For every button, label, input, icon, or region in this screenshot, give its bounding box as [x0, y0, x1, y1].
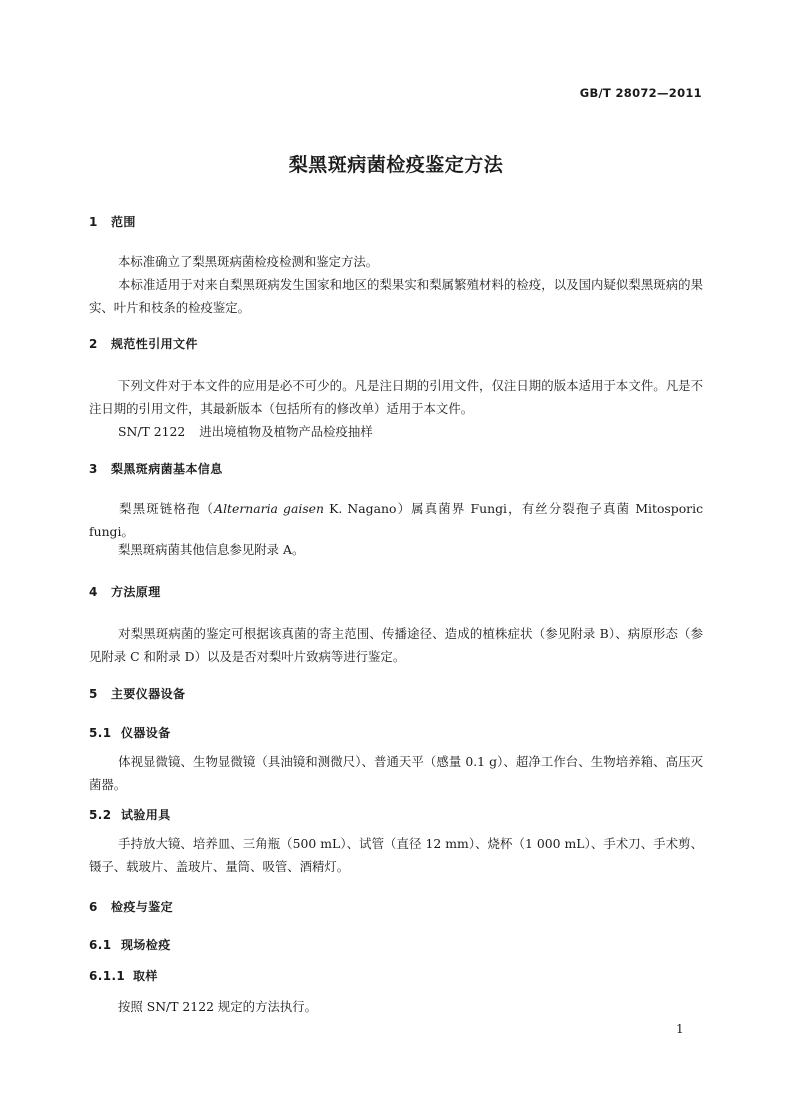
section-heading-3	[89, 460, 223, 477]
paragraph-instruments	[89, 750, 703, 796]
latin-name: Alternaria gaisen	[214, 501, 324, 516]
paragraph-principle	[89, 622, 703, 668]
subsection-heading-5-2	[89, 806, 171, 823]
section-number: 6.1	[89, 938, 112, 952]
section-number: 3	[89, 462, 98, 476]
paragraph-text: 梨黑斑链格孢（	[118, 501, 215, 516]
section-heading-2	[89, 335, 198, 352]
section-number: 5.2	[89, 808, 112, 822]
section-number: 6.1.1	[89, 969, 126, 983]
section-number: 4	[89, 585, 98, 599]
subsection-heading-5-1	[89, 724, 171, 741]
standard-number: GB/T 28072—2011	[579, 86, 702, 100]
paragraph-text: 手持放大镜、培养皿、三角瓶（500 mL）、试管（直径 12 mm）、烧杯（1 000 mL）、手术刀、手术剪、镊子、载玻片、盖玻片、量筒、吸管、酒精灯。	[89, 836, 703, 874]
section-heading-5	[89, 685, 185, 702]
paragraph-text: 下列文件对于本文件的应用是必不可少的。凡是注日期的引用文件，仅注日期的版本适用于本文件。凡是不注日期的引用文件，其最新版本（包括所有的修改单）适用于本文件。	[89, 378, 703, 416]
section-number: 5.1	[89, 726, 112, 740]
section-heading-1	[89, 213, 136, 230]
section-title: 方法原理	[111, 585, 161, 599]
paragraph-text: 本标准确立了梨黑斑病菌检疫检测和鉴定方法。	[118, 254, 379, 269]
section-title: 范围	[111, 215, 136, 229]
document-title: 梨黑斑病菌检疫鉴定方法	[288, 154, 504, 176]
section-heading-6	[89, 898, 173, 915]
section-number: 2	[89, 337, 98, 351]
paragraph-scope-1	[89, 250, 703, 273]
paragraph-scope-2	[89, 273, 703, 319]
paragraph-text: 体视显微镜、生物显微镜（具油镜和测微尺）、普通天平（感量 0.1 g）、超净工作台、生物培养箱、高压灭菌器。	[89, 754, 703, 792]
reference-title: 进出境植物及植物产品检疫抽样	[199, 424, 373, 439]
section-number: 1	[89, 215, 98, 229]
subsection-heading-6-1	[89, 936, 171, 953]
section-number: 5	[89, 687, 98, 701]
section-title: 试验用具	[121, 808, 171, 822]
section-heading-4	[89, 583, 161, 600]
paragraph-basic-info-1	[89, 497, 703, 543]
paragraph-sampling	[89, 995, 703, 1018]
section-title: 主要仪器设备	[111, 687, 186, 701]
paragraph-text: 梨黑斑病菌其他信息参见附录 A。	[118, 542, 305, 557]
reference-code: SN/T 2122	[118, 424, 186, 439]
paragraph-references	[89, 374, 703, 420]
page-number: 1	[676, 1022, 684, 1036]
section-title: 仪器设备	[121, 726, 171, 740]
paragraph-text: 对梨黑斑病菌的鉴定可根据该真菌的寄主范围、传播途径、造成的植株症状（参见附录 B）、病原形态（参见附录 C 和附录 D）以及是否对梨叶片致病等进行鉴定。	[89, 626, 703, 664]
section-title: 梨黑斑病菌基本信息	[111, 462, 223, 476]
section-title: 现场检疫	[121, 938, 171, 952]
section-title: 检疫与鉴定	[111, 900, 174, 914]
paragraph-tools	[89, 832, 703, 878]
reference-entry	[89, 420, 703, 443]
subsection-heading-6-1-1	[89, 967, 158, 984]
paragraph-text: K. Nagano）属真菌界 Fungi，有丝分裂孢子真菌 Mitosporic fungi。	[89, 501, 704, 539]
section-title: 取样	[133, 969, 158, 983]
paragraph-text: 按照 SN/T 2122 规定的方法执行。	[118, 999, 318, 1014]
section-title: 规范性引用文件	[111, 337, 198, 351]
section-number: 6	[89, 900, 98, 914]
paragraph-basic-info-2	[89, 538, 703, 561]
paragraph-text: 本标准适用于对来自梨黑斑病发生国家和地区的梨果实和梨属繁殖材料的检疫，以及国内疑似梨黑斑病的果实、叶片和枝条的检疫鉴定。	[89, 277, 703, 315]
